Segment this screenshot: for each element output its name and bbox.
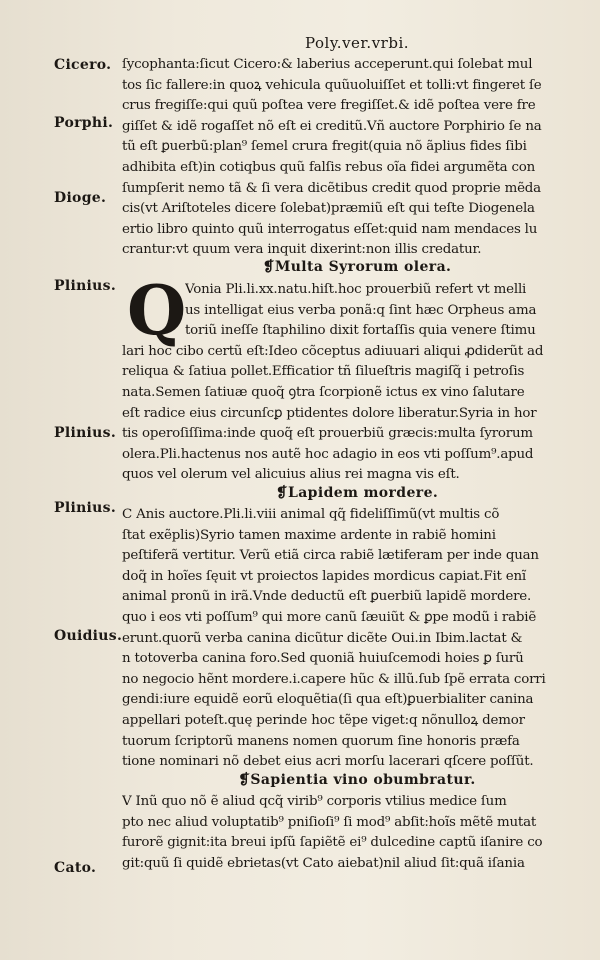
text-line: V Inũ quo nõ ẽ aliud qcq̃ virib⁹ corporis vtilius medice ſum xyxy=(122,794,507,809)
section-heading-multa-syrorum: ❡Multa Syrorum olera. xyxy=(262,259,452,275)
text-line: nata.Semen ſatiuæ quoq̃ ꝯtra ſcorpionẽ ictus ex vino ſalutare xyxy=(122,384,525,400)
text-line: crus fregiſſe:qui quũ poſtea vere fregiſſet.& idẽ poſtea vere fre xyxy=(122,98,536,114)
text-line: tũ eſt ꝑuerbũ:plan⁹ ſemel crura fregit(quia nõ ãplius fides ſibi xyxy=(122,139,527,155)
text-line: pto nec aliud voluptatib⁹ pniſioſi⁹ ſi mod⁹ abſit:hoĩs mẽtẽ mutat xyxy=(122,814,537,830)
section-heading-sapientia-vino: ❡Sapientia vino obumbratur. xyxy=(238,772,476,788)
margin-note-cato: Cato. xyxy=(54,860,97,876)
text-line: no negocio hẽnt mordere.i.capere hũc & illũ.ſub ſpẽ errata corri xyxy=(122,671,546,687)
text-line: ſtat exẽplis)Syrio tamen maxime ardente in rabiẽ homini xyxy=(122,527,496,543)
text-line: quo i eos vti poſſum⁹ qui more canũ ſæuiũt & ꝑpe modũ i rabiẽ xyxy=(122,609,537,625)
text-line: git:quũ ſi quidẽ ebrietas(vt Cato aiebat)nil aliud ſit:quã iſania xyxy=(122,855,525,871)
text-line: ſumpſerit nemo tã & ſi vera dicẽtibus credit quod proprie mẽda xyxy=(122,180,541,196)
section-heading-lapidem-mordere: ❡Lapidem mordere. xyxy=(275,485,439,501)
paragraph-multa-syrorum xyxy=(122,342,592,486)
drop-cap-letter: Q xyxy=(127,271,187,351)
text-line: gendi:iure equidẽ eorũ eloquẽtia(ſi qua eſt)ꝑuerbialiter canina xyxy=(122,692,534,708)
text-line: tione nominari nõ debet eius acri morſu lacerari qſcere poſſũt. xyxy=(122,754,534,770)
text-line: n totoverba canina foro.Sed quoniã huiuſcemodi hoies ꝑ ſurũ xyxy=(122,651,524,667)
text-line: tis operoſiſſima:inde quoq̃ eſt prouerbiũ græcis:multa ſyrorum xyxy=(122,426,533,442)
text-line: appellari poteſt.quę perinde hoc tẽpe viget:q nõnulloꝝ demor xyxy=(122,712,525,728)
paragraph-sycophanta xyxy=(122,55,592,261)
text-line: toriũ ineſſe ſtaphilino dixit fortaſſis quia venere ſtimu xyxy=(185,323,536,339)
paragraph-lapidem-mordere xyxy=(122,505,592,773)
text-line: cis(vt Ariſtoteles dicere ſolebat)præmiũ eſt qui teſte Diogenela xyxy=(122,201,535,217)
text-line: furorẽ gignit:ita breui ipſũ ſapiẽtẽ ei⁹ dulcedine captũ iſanire co xyxy=(122,835,543,851)
text-line: animal pronũ in irã.Vnde deductũ eſt ꝑuerbiũ lapidẽ mordere. xyxy=(122,589,532,605)
text-line: tuorum ſcriptorũ manens nomen quorum ſine honoris præfa xyxy=(122,733,520,749)
margin-note-plinius-3: Plinius. xyxy=(54,500,116,516)
text-line: tos ſic fallere:in quoꝝ vehicula quũuoluiſſet et tolli:vt fingeret ſe xyxy=(122,77,542,93)
text-line: crantur:vt quum vera inquit dixerint:non illis credatur. xyxy=(122,242,482,258)
text-line: reliqua & ſatiua pollet.Efficatior tñ ſilueſtris magiſq̃ i petroſis xyxy=(122,364,525,380)
margin-note-porphi: Porphi. xyxy=(54,115,114,131)
text-line: ertio libro quinto quũ interrogatus eſſet:quid nam mendaces lu xyxy=(122,221,538,237)
margin-note-cicero: Cicero. xyxy=(54,57,112,73)
running-title: Poly.ver.vrbi. xyxy=(305,34,410,52)
paragraph-multa-syrorum-top xyxy=(185,280,592,342)
text-line: C Anis auctore.Pli.li.viii animal qq̃ fideliſſimũ(vt multis cõ xyxy=(122,507,500,522)
text-line: us intelligat eius verba ponã:q ſint hæc Orpheus ama xyxy=(185,302,537,318)
margin-note-plinius-2: Plinius. xyxy=(54,425,116,441)
text-line: quos vel olerum vel alicuius alius rei magna vis eſt. xyxy=(122,467,460,483)
text-line: doq̃ in hoĩes ſęuit vt proiectos lapides mordicus capiat.Fit enĩ xyxy=(122,568,527,584)
margin-note-dioge: Dioge. xyxy=(54,190,107,206)
text-line: giſſet & idẽ rogaſſet nõ eſt ei creditũ.Vñ auctore Porphirio ſe na xyxy=(122,118,542,134)
text-line: adhibita eſt)in cotiqbus quũ falſis rebus oĩa fidei argumẽta con xyxy=(122,159,536,175)
text-line: lari hoc cibo certũ eſt:Ideo cõceptus adiuuari aliqui ꝓdiderũt ad xyxy=(122,343,544,359)
text-line: olera.Pli.hactenus nos autẽ hoc adagio in eos vti poſſum⁹.apud xyxy=(122,446,534,462)
text-line: ſycophanta:ſicut Cicero:& laberius acceperunt.qui ſolebat mul xyxy=(122,57,533,72)
text-line: Vonia Pli.li.xx.natu.hiſt.hoc prouerbiũ refert vt melli xyxy=(185,282,527,297)
text-line: erunt.quorũ verba canina dicũtur dicẽte Oui.in Ibim.lactat & xyxy=(122,630,523,646)
margin-note-ouidius: Ouidius. xyxy=(54,628,123,644)
text-line: eſt radice eius circunſcꝑ ptidentes dolore liberatur.Syria in hor xyxy=(122,405,537,421)
margin-note-plinius-1: Plinius. xyxy=(54,278,116,294)
text-line: peſtiferã vertitur. Verũ etiã circa rabiẽ lætiferam per inde quan xyxy=(122,548,539,564)
paragraph-sapientia-vino xyxy=(122,792,592,874)
